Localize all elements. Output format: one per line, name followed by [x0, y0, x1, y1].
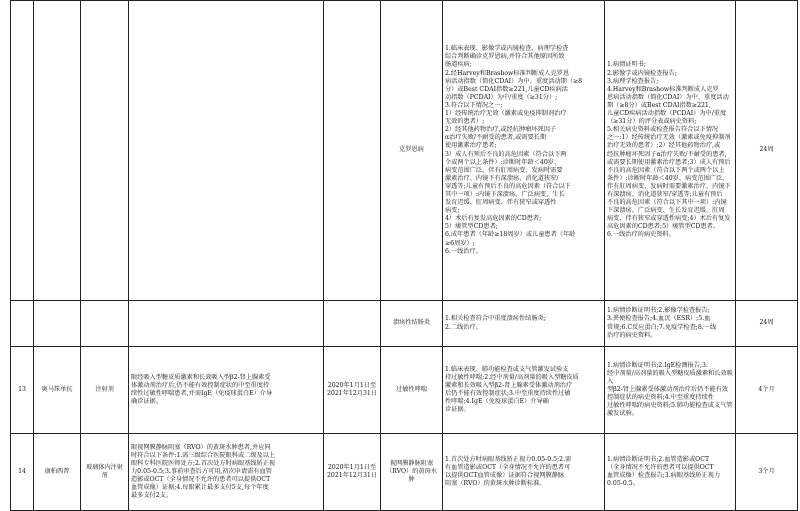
review-requirements-line: 3.符合以下情况之一:: [445, 101, 503, 109]
table-row: [11, 434, 798, 511]
approval-period: 24周: [736, 1, 798, 301]
required-documents-line: 病变、伴有狭窄或穿透性病变;4）术后有复发: [607, 215, 731, 223]
agreement-period-line: 2021年12月31日: [326, 472, 378, 479]
required-documents: [605, 434, 736, 511]
review-requirements-line: 阻塞（RVO）的黄斑水肿诊断标准。: [445, 480, 546, 488]
review-requirements-line: 个或两个以上条件）:诊断时年龄＜40岁、: [445, 158, 561, 166]
payment-conditions: [129, 434, 324, 511]
payment-conditions-line: 体激动剂治疗后,仍不能有效控制症状的中至重度持: [131, 381, 270, 389]
payment-conditions: [129, 301, 324, 347]
required-documents-line: 3.病理学检查报告;: [607, 77, 659, 85]
review-requirements-line: 1.临床表现、肺功能检查或支气管激发试验支: [445, 365, 569, 373]
indication: 溃疡性结肠炎: [381, 301, 443, 347]
review-requirements-line: 病活动指数（简化CDAI）为中、重度活动期（≥8: [445, 77, 583, 85]
review-requirements-line: 穿透等;儿童有预后不良的高危因素（符合以下: [445, 182, 571, 190]
drug-name: [34, 301, 81, 347]
review-requirements-line: 1.相关检查符合中重度溃疡性结肠炎;: [445, 315, 546, 323]
required-documents-line: 治疗的病史资料。: [607, 331, 657, 339]
required-documents-line: 经抗肿瘤坏死因子α治疗失败/不耐受的患者,: [607, 150, 727, 158]
table-row: [11, 347, 798, 434]
review-requirements-line: 性哮喘;4.IgE（免疫球蛋白E）介导确: [445, 398, 549, 406]
agreement-period-line: 2020年1月1日至: [327, 381, 377, 389]
review-requirements-line: 后仍不能有效控制症状;3.中至重度持续性过敏: [445, 390, 571, 397]
review-requirements-line: 病变范围广泛、伴有肛周病变、发病时需要: [445, 166, 563, 174]
review-requirements-line: 有血管造影或OCT（全身情况不允许的患者可: [445, 463, 571, 471]
required-documents-line: 伴有肛周病变、发病时需要激素治疗、内镜下: [607, 182, 731, 190]
required-documents: [605, 1, 736, 301]
required-documents-line: 下深溃疡、广泛病变、生长发育迟缓、肛周: [607, 207, 725, 215]
required-documents-line: （≥31分）的评分表或病史资料;: [607, 118, 697, 126]
review-requirements-line: 使用激素治疗患者;: [445, 142, 497, 150]
review-requirements-line: 1.临床表现、影像学或内镜检查、病理学检查: [445, 45, 569, 53]
required-documents-line: 期（≥8分）或Best CDAI指数≥221,: [607, 101, 711, 109]
review-requirements-line: 1.首次处方时病眼基线矫正视力0.05-0.5;2.需: [445, 455, 572, 463]
row-number: [11, 301, 34, 347]
required-documents-line: 或需要长期使用激素治疗患者;3）成人有预后: [607, 158, 731, 166]
review-requirements-line: 激素和长效吸入型β2-肾上腺素受体激动剂治疗: [445, 381, 573, 389]
required-documents-line: 血管成像）检查报告;3.病眼基线矫正视力: [607, 472, 721, 479]
required-documents-line: 1.病情证明书;: [607, 61, 646, 69]
review-requirements: [443, 1, 605, 301]
agreement-period: [324, 434, 381, 511]
required-documents-line: 5.相关病史资料或检查报告符合以下情况: [607, 126, 719, 134]
table-row: [11, 1, 798, 301]
payment-conditions-line: 限经吸入型糖皮质激素和长效吸入型β2-肾上腺素受: [131, 373, 271, 381]
required-documents-line: （全身情况不允许的患者可以提供OCT: [607, 463, 714, 471]
payment-conditions: [129, 347, 324, 434]
required-documents-line: 4.Harvey和Brashow标准判断成人克罗: [607, 85, 719, 93]
required-documents-line: 儿童CD疾病活动指数（PCDAI）为中/重度: [607, 110, 727, 118]
row-number: [11, 1, 34, 301]
review-requirements-line: 无效的患者）;: [445, 118, 485, 126]
review-requirements-line: 动指数（PCDAI）为中/重度（≥31分）;: [445, 93, 558, 101]
agreement-period: [324, 1, 381, 301]
indication: 克罗恩病: [381, 1, 443, 301]
approval-period: 4个月: [736, 347, 798, 434]
review-requirements-line: 5）瘘管型CD患者;: [445, 223, 498, 231]
required-documents-line: 条件）:诊断时年龄＜40岁、病变范围广泛、: [607, 174, 729, 182]
payment-conditions-line: 限视网膜静脉阻塞（RVO）的黄斑水肿患者,并应同: [131, 443, 271, 451]
review-requirements-line: 病变;: [445, 207, 460, 215]
review-requirements: [443, 347, 605, 434]
review-requirements-line: 6.一线治疗。: [445, 247, 482, 255]
review-requirements-line: 激素治疗、内镜下有深溃疡、消化道狭窄/: [445, 174, 559, 182]
review-requirements: [443, 434, 605, 511]
review-requirements-line: 发育迟缓、肛周病变、伴有狭窄或穿透性: [445, 199, 557, 207]
approval-period: 3个月: [736, 434, 798, 511]
required-documents-line: 恩病活动指数（简化CDAI）为中、重度活动: [607, 93, 729, 101]
payment-conditions-line: 续性过敏性哮喘患者,并需IgE（免疫球蛋白E）介导: [131, 390, 273, 397]
review-requirements: [443, 301, 605, 347]
approval-period: 24周: [736, 301, 798, 347]
required-documents-line: 6.一线治疗的病史资料。: [607, 231, 675, 239]
drug-name: 奥马珠单抗: [34, 347, 81, 434]
payment-conditions-line: 时符合以下条件:1.需三级综合医院眼科或二级及以上: [131, 451, 276, 459]
review-requirements-line: 2.经Harvey和Brashow标准判断成人克罗恩: [445, 69, 570, 77]
payment-conditions-line: 力0.05-0.5;3.事前审查后方可用,初次申请需有血管: [131, 467, 272, 475]
required-documents: [605, 301, 736, 347]
row-number: 14: [11, 434, 34, 511]
review-requirements-line: 诊证据。: [445, 406, 470, 414]
payment-conditions-line: 眼科专科医院医师处方;2.首次处方时病眼基线矫正视: [131, 459, 276, 467]
review-requirements-line: 6.成年患者（年龄≥18周岁）或儿童患者（年龄: [445, 231, 576, 239]
required-documents-line: 过敏性哮喘的病史资料;5.肺功能检查或支气管: [607, 402, 733, 410]
required-documents-line: 高危因素的CD患者;5）瘘管型CD患者。: [607, 223, 720, 231]
required-documents-line: 不良的高危因素（符合以下两个或两个以上: [607, 166, 725, 174]
required-documents-line: 控制症状的病史资料;4.中至重度持续性: [607, 394, 714, 402]
required-documents: [605, 347, 736, 434]
review-requirements-line: 分）或Best CDAI指数≥221,儿童CD疾病活: [445, 85, 568, 93]
dosage-form: 注射剂: [81, 347, 129, 434]
review-requirements-line: 综合判断确诊克罗恩病,并符合其他原因所致: [445, 53, 565, 61]
dosage-form: [81, 1, 129, 301]
required-documents-line: 2.影像学或内镜检查报告;: [607, 69, 677, 77]
review-requirements-line: 4）术后有复发高危因素的CD患者;: [445, 215, 542, 223]
required-documents-line: 3.粪便检查报告;4.血沉（ESR）;5.血: [607, 315, 711, 323]
required-documents-line: 之一:1）经传统治疗无效（激素或免疫抑制剂: [607, 134, 731, 142]
payment-conditions-line: 最多支付2支。: [131, 492, 173, 500]
drug-table: [10, 0, 798, 511]
payment-conditions-line: 血管成像）证据;4.每眼累计最多支付5支,每个年度: [131, 484, 269, 492]
required-documents-line: 治疗无效的患者）;2）经其他药物治疗,或: [607, 142, 721, 150]
payment-conditions: [129, 1, 324, 301]
agreement-period: [324, 301, 381, 347]
required-documents-line: 激发试验。: [607, 410, 638, 418]
indication: 过敏性哮喘: [381, 347, 443, 434]
required-documents-line: 1.病情诊断证明书;2.血管造影或OCT: [607, 455, 710, 463]
review-requirements-line: 其中一项）:内镜下深溃疡、广泛病变、生长: [445, 190, 565, 198]
agreement-period-line: 2021年12月31日: [326, 390, 378, 397]
indication: 视网膜静脉阻塞（RVO）的黄斑水肿: [381, 434, 443, 511]
drug-name: [34, 1, 81, 301]
required-documents-line: 1.病情诊断证明书;2.影像学检查报告;: [607, 307, 710, 315]
review-requirements-line: 持过敏性哮喘;2.经中剂量/高剂量的吸入型糖皮质: [445, 373, 579, 381]
required-documents-line: 不良的高危因素（符合以下其中一项）:内镜: [607, 199, 727, 207]
review-requirements-line: 2）经其他药物治疗,或经抗肿瘤坏死因子: [445, 126, 557, 134]
review-requirements-line: 3）成人有预后不良的高危因素（符合以下两: [445, 150, 567, 158]
required-documents-line: 型β2-肾上腺素受体激动剂治疗后仍不能有效: [607, 385, 728, 393]
review-requirements-line: 肠道疾病;: [445, 61, 472, 69]
agreement-period: [324, 347, 381, 434]
required-documents-line: 有深溃疡、消化道狭窄/穿透等;儿童有预后: [607, 190, 723, 198]
drug-name: 康柏西普: [34, 434, 81, 511]
review-requirements-line: 以提供OCT血管成像）证据符合视网膜静脉: [445, 472, 565, 479]
table-row: [11, 301, 798, 347]
review-requirements-line: 1）经传统治疗无效（激素或免疫抑制剂治疗: [445, 110, 567, 118]
dosage-form: 玻璃体内注射剂: [81, 434, 129, 511]
payment-conditions-line: 确诊证据。: [131, 398, 162, 406]
required-documents-line: 常规;6.C反应蛋白;7.免疫学检查;8.一线: [607, 323, 717, 331]
required-documents-line: 1.病情诊断证明书;2.IgE检测报告;3.: [607, 361, 708, 369]
review-requirements-line: α治疗失败/不耐受的患者,或需要长期: [445, 134, 547, 142]
review-requirements-line: ≥6周岁）;: [445, 239, 475, 247]
agreement-period-line: 2020年1月1日至: [327, 463, 377, 471]
required-documents-line: 经中剂量/高剂量的吸入型糖皮质激素和长效吸入: [607, 369, 733, 385]
review-requirements-line: 2.二线治疗。: [445, 323, 482, 331]
required-documents-line: 0.05-0.5。: [607, 480, 639, 488]
payment-conditions-line: 造影或OCT（全身情况不允许的患者可以提供OCT: [131, 476, 271, 484]
row-number: 13: [11, 347, 34, 434]
dosage-form: [81, 301, 129, 347]
